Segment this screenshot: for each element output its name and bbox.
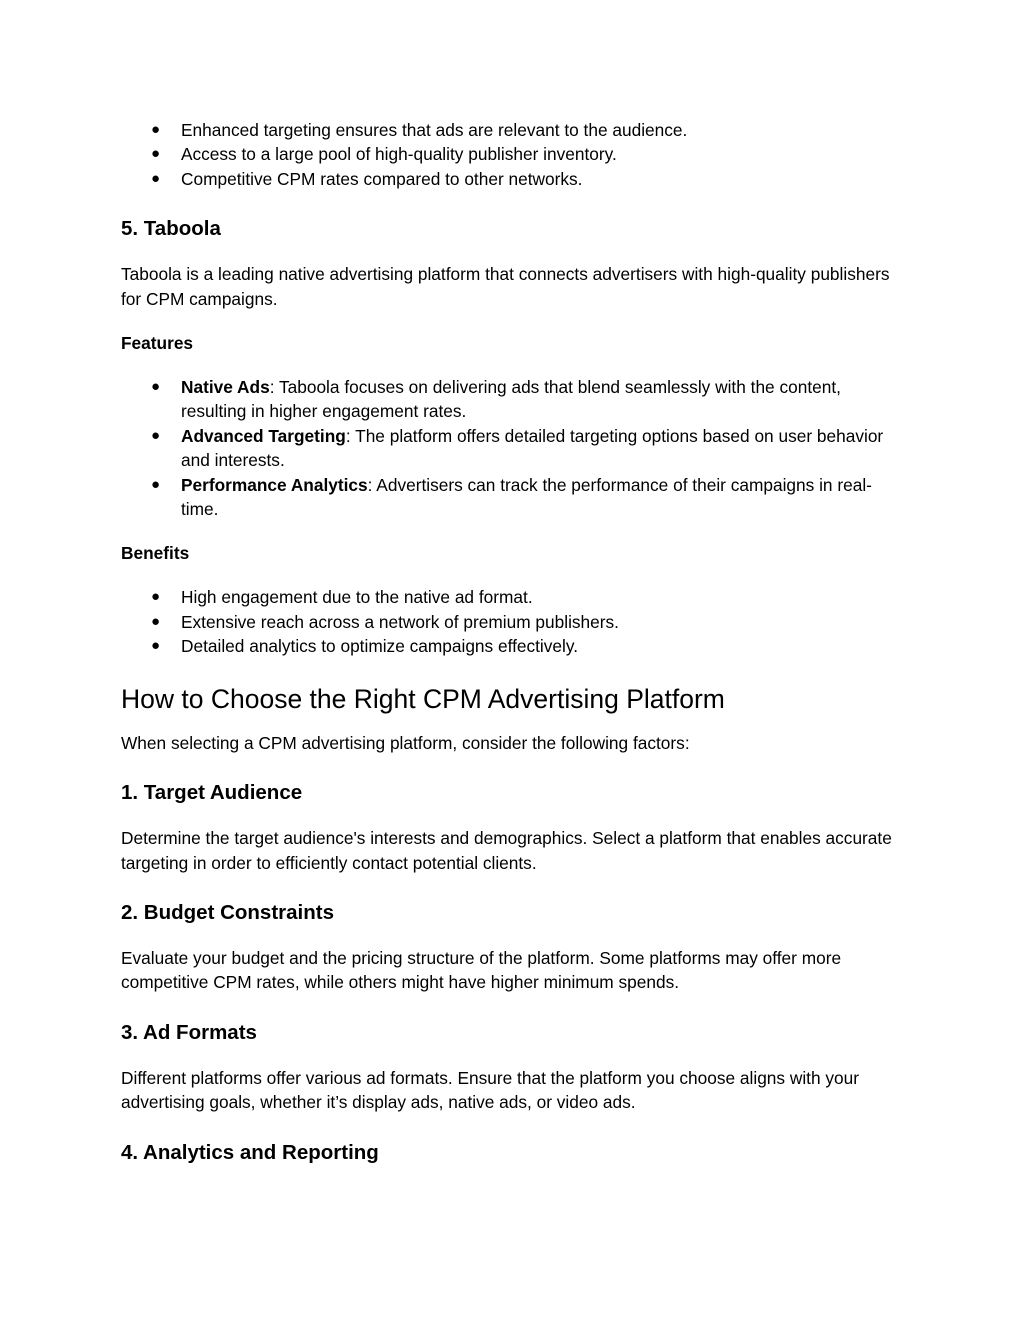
choose-intro: When selecting a CPM advertising platform, consider the following factors: <box>121 732 690 753</box>
list-item: ● Native Ads: Taboola focuses on delivering ads that blend seamlessly with the content, resulting in higher engagement rates. <box>151 377 841 422</box>
bullet-icon: ● <box>151 426 161 444</box>
factor-text-ad-formats: Different platforms offer various ad formats. Ensure that the platform you choose aligns with your advertising goals, whether it’s display ads, native ads, or video ads. <box>121 1067 860 1113</box>
list-item: ● Competitive CPM rates compared to other networks. <box>121 167 901 191</box>
list-item: ● Performance Analytics: Advertisers can track the performance of their campaigns in real-time. <box>151 474 872 520</box>
bullet-icon: ● <box>151 475 161 493</box>
list-item: ● Advanced Targeting: The platform offers detailed targeting options based on user behavior and interests. <box>151 425 884 471</box>
benefits-list <box>121 585 901 658</box>
factor-text-budget: Evaluate your budget and the pricing structure of the platform. Some platforms may offer more competitive CPM rates, while others might have higher minimum spends. <box>121 947 842 993</box>
taboola-description: Taboola is a leading native advertising platform that connects advertisers with high-quality publishers for CPM campaigns. <box>121 264 890 309</box>
list-item: ● Extensive reach across a network of premium publishers. <box>121 610 901 634</box>
bullet-icon: ● <box>151 145 161 163</box>
benefits-heading: Benefits <box>121 543 190 564</box>
intro-bullet-list <box>121 118 901 191</box>
list-item: ● Detailed analytics to optimize campaigns effectively. <box>121 634 901 658</box>
bullet-icon: ● <box>151 169 161 187</box>
factor-heading-target-audience: 1. Target Audience <box>121 781 303 805</box>
bullet-icon: ● <box>151 121 161 138</box>
factor-heading-budget: 2. Budget Constraints <box>121 900 334 924</box>
list-item: ● High engagement due to the native ad format. <box>121 585 901 609</box>
factor-heading-ad-formats: 3. Ad Formats <box>121 1020 257 1044</box>
list-item: ● Access to a large pool of high-quality publisher inventory. <box>121 142 901 166</box>
section-heading-choose: How to Choose the Right CPM Advertising Platform <box>121 683 725 714</box>
features-list <box>121 375 901 521</box>
factor-heading-analytics: 4. Analytics and Reporting <box>121 1140 379 1164</box>
bullet-icon: ● <box>151 378 161 396</box>
factor-text-target-audience: Determine the target audience's interests and demographics. Select a platform that enables accurate targeting in order to efficiently contact potential clients. <box>121 828 892 873</box>
bullet-icon: ● <box>151 637 161 655</box>
list-item: ● Enhanced targeting ensures that ads are relevant to the audience. <box>121 118 901 142</box>
features-heading: Features <box>121 333 194 354</box>
bullet-icon: ● <box>151 588 161 606</box>
section-heading-taboola: 5. Taboola <box>121 217 221 241</box>
document-page <box>121 118 901 1166</box>
bullet-icon: ● <box>151 612 161 630</box>
